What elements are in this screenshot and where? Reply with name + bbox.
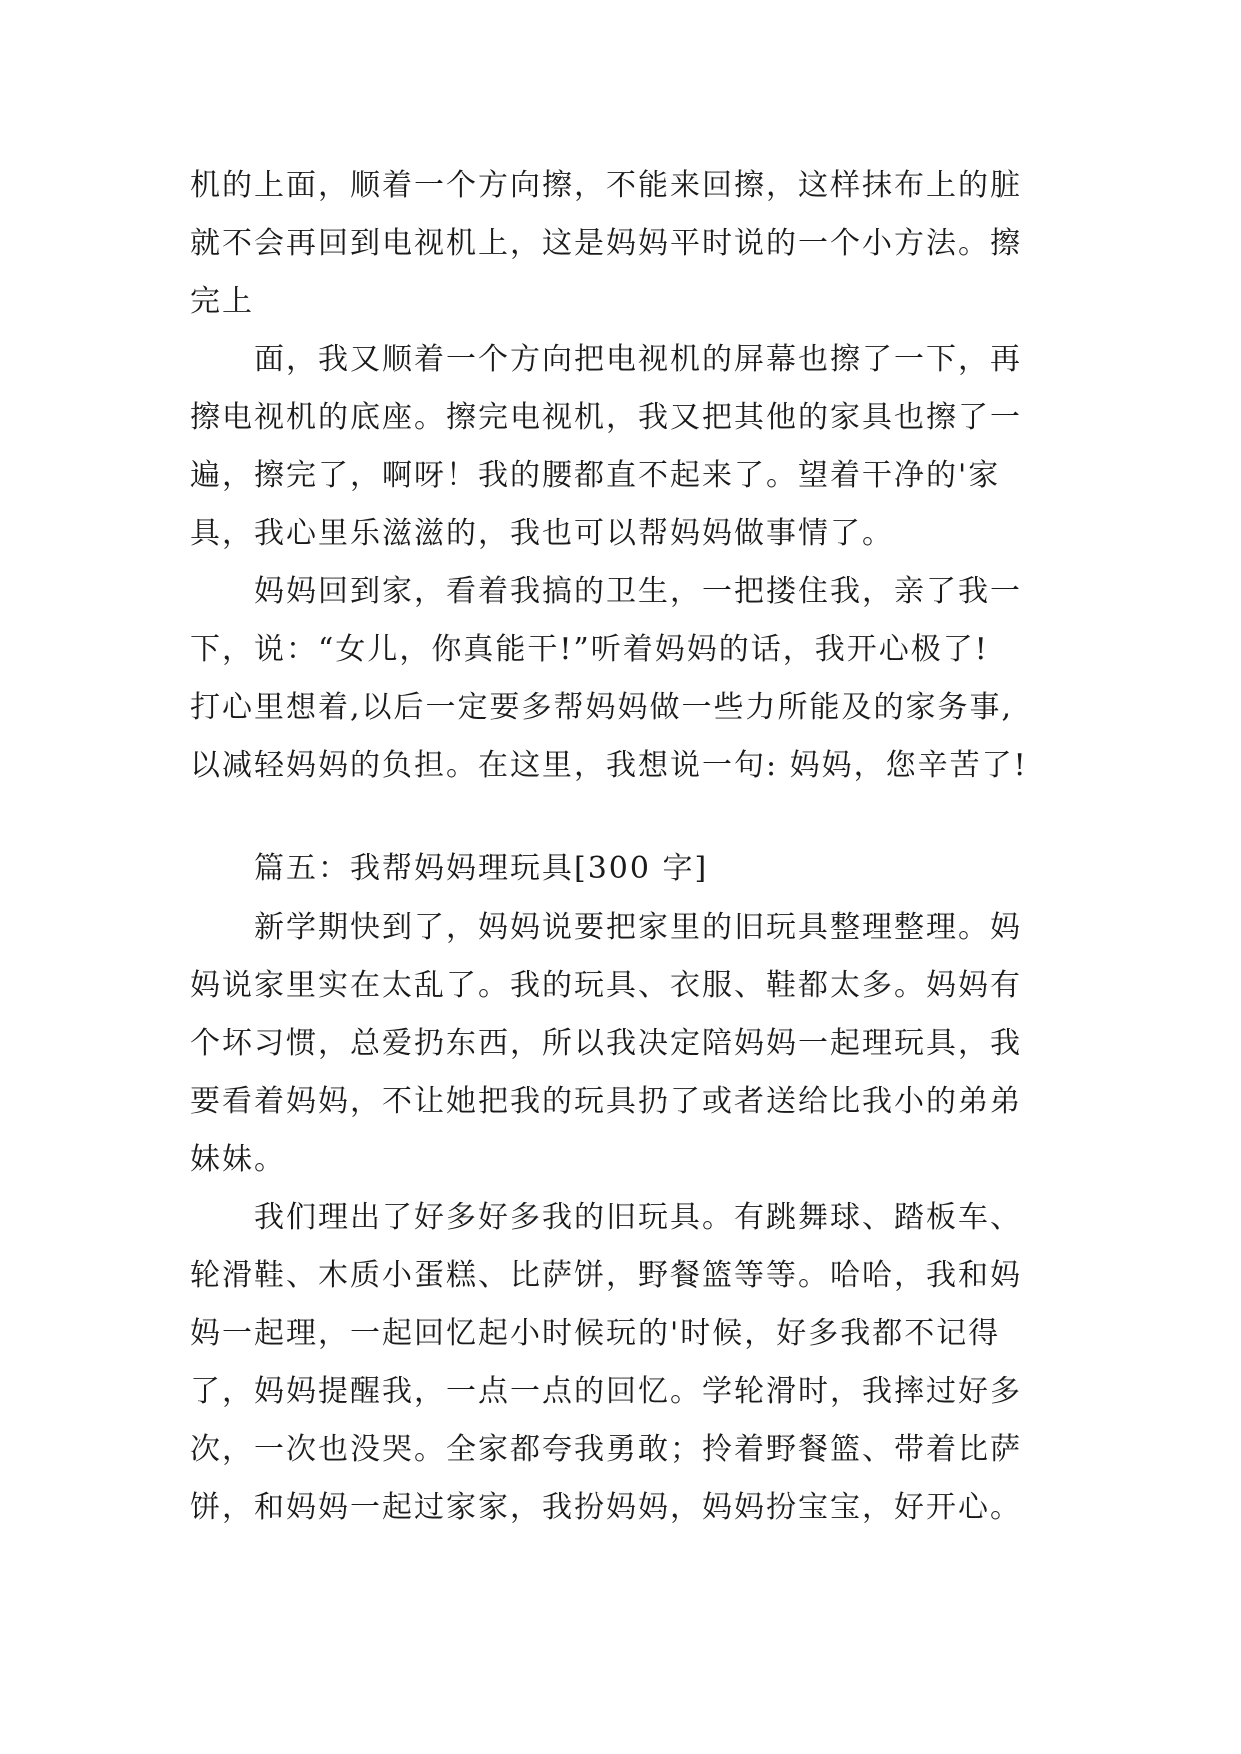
paragraph-5 [190, 1189, 1054, 1537]
text-line: 了，妈妈提醒我，一点一点的回忆。学轮滑时，我摔过好多 [190, 1374, 1022, 1409]
text-line: 下，说：“女儿，你真能干!”听着妈妈的话，我开心极了! [190, 632, 989, 667]
section-heading: 篇五：我帮妈妈理玩具[300 字] [254, 851, 709, 886]
document-body [190, 157, 1054, 1537]
text-line: 就不会再回到电视机上，这是妈妈平时说的一个小方法。擦 [190, 226, 1022, 261]
text-line: 机的上面，顺着一个方向擦，不能来回擦，这样抹布上的脏 [190, 168, 1022, 203]
text-line: 妈妈回到家，看着我搞的卫生，一把搂住我，亲了我一 [254, 574, 1022, 609]
text-line: 以减轻妈妈的负担。在这里，我想说一句: 妈妈，您辛苦了! [190, 748, 1028, 783]
text-line: 具，我心里乐滋滋的，我也可以帮妈妈做事情了。 [190, 516, 894, 551]
text-line: 个坏习惯，总爱扔东西，所以我决定陪妈妈一起理玩具，我 [190, 1026, 1022, 1061]
paragraph-2 [190, 331, 1054, 563]
text-line: 要看着妈妈，不让她把我的玩具扔了或者送给比我小的弟弟 [190, 1084, 1022, 1119]
text-line: 我们理出了好多好多我的旧玩具。有跳舞球、踏板车、 [254, 1200, 1022, 1235]
paragraph-3 [190, 563, 1054, 795]
text-line: 轮滑鞋、木质小蛋糕、比萨饼，野餐篮等等。哈哈，我和妈 [190, 1258, 1022, 1293]
paragraph-4 [190, 899, 1054, 1189]
text-line: 擦电视机的底座。擦完电视机，我又把其他的家具也擦了一 [190, 400, 1022, 435]
text-line: 次，一次也没哭。全家都夸我勇敢；拎着野餐篮、带着比萨 [190, 1432, 1022, 1467]
text-line: 完上 [190, 284, 254, 319]
text-line: 妹妹。 [190, 1142, 286, 1177]
paragraph-1 [190, 157, 1054, 331]
text-line: 妈说家里实在太乱了。我的玩具、衣服、鞋都太多。妈妈有 [190, 968, 1022, 1003]
text-line: 新学期快到了，妈妈说要把家里的旧玩具整理整理。妈 [254, 910, 1022, 945]
text-line: 妈一起理，一起回忆起小时候玩的'时候，好多我都不记得 [190, 1316, 1001, 1351]
text-line: 遍，擦完了，啊呀！我的腰都直不起来了。望着干净的'家 [190, 458, 1001, 493]
text-line: 打心里想着,以后一定要多帮妈妈做一些力所能及的家务事, [190, 690, 1014, 725]
section-gap [190, 795, 1054, 839]
text-line: 面，我又顺着一个方向把电视机的屏幕也擦了一下，再 [254, 342, 1022, 377]
text-line: 饼，和妈妈一起过家家，我扮妈妈，妈妈扮宝宝，好开心。 [190, 1490, 1022, 1525]
